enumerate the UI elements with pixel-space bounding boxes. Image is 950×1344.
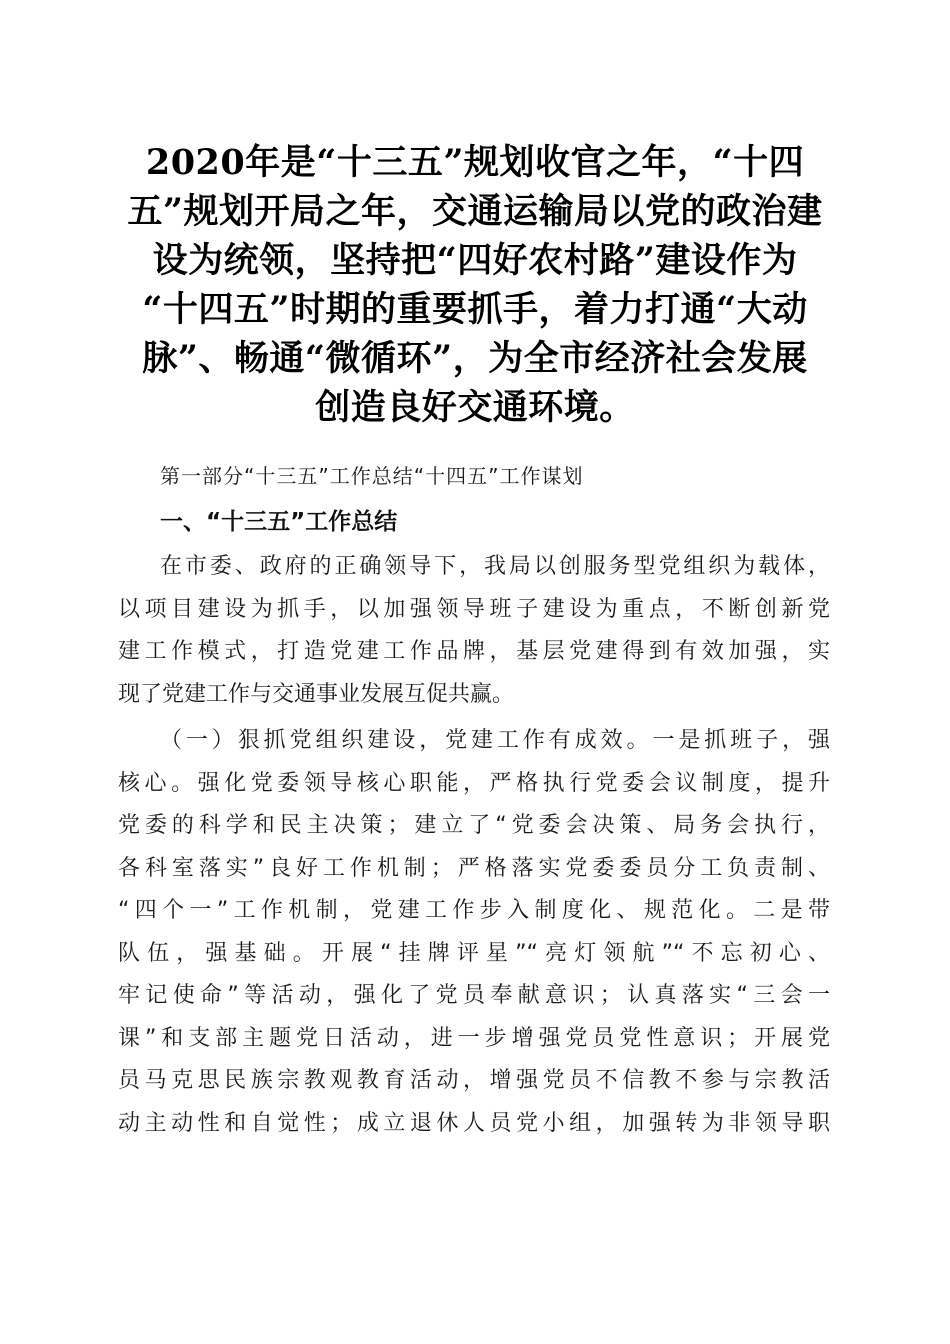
paragraph-line: 核心。强化党委领导核心职能，严格执行党委会议制度，提升 bbox=[118, 770, 830, 796]
paragraph-line: “四个一”工作机制，党建工作步入制度化、规范化。二是带 bbox=[118, 898, 830, 923]
paragraph-line: 以项目建设为抓手，以加强领导班子建设为重点，不断创新党 bbox=[118, 596, 830, 622]
paragraph-line: 现了党建工作与交通事业发展互促共赢。 bbox=[118, 681, 515, 707]
paragraph-party-building bbox=[118, 720, 830, 1145]
title-line: “十四五”时期的重要抓手，着力打通“大动 bbox=[142, 289, 808, 330]
paragraph-line: 在市委、政府的正确领导下，我局以创服务型党组织为载体， bbox=[160, 554, 830, 579]
paragraph-line: 动主动性和自觉性；成立退休人员党小组，加强转为非领导职 bbox=[118, 1110, 830, 1136]
title-line: 设为统领，坚持把“四好农村路”建设作为 bbox=[152, 240, 798, 281]
paragraph-line: 各科室落实”良好工作机制；严格落实党委委员分工负责制、 bbox=[118, 855, 830, 881]
title-line: 脉”、畅通“微循环”，为全市经济社会发展 bbox=[142, 338, 808, 379]
paragraph-line: 员马克思民族宗教观教育活动，增强党员不信教不参与宗教活 bbox=[118, 1068, 830, 1093]
title-line: 创造良好交通环境。 bbox=[315, 387, 635, 428]
paragraph-intro bbox=[118, 546, 830, 716]
paragraph-line: 党委的科学和民主决策；建立了“党委会决策、局务会执行， bbox=[118, 813, 830, 838]
paragraph-line: 队伍，强基础。开展“挂牌评星”“亮灯领航”“不忘初心、 bbox=[118, 940, 830, 966]
title-line: 五”规划开局之年，交通运输局以党的政治建 bbox=[127, 191, 823, 232]
part-heading: 第一部分“十三五”工作总结“十四五”工作谋划 bbox=[160, 464, 584, 488]
paragraph-line: 牢记使命”等活动，强化了党员奉献意识；认真落实“三会一 bbox=[118, 983, 830, 1008]
title-line: 2020年是“十三五”规划收官之年，“十四 bbox=[145, 142, 805, 183]
paragraph-line: 课”和支部主题党日活动，进一步增强党员党性意识；开展党 bbox=[118, 1025, 830, 1051]
paragraph-line: 建工作模式，打造党建工作品牌，基层党建得到有效加强，实 bbox=[118, 639, 830, 664]
document-title bbox=[112, 138, 838, 432]
paragraph-line: （一）狠抓党组织建设，党建工作有成效。一是抓班子，强 bbox=[160, 728, 830, 753]
section-heading: 一、“十三五”工作总结 bbox=[160, 509, 398, 535]
document-body bbox=[118, 456, 830, 1149]
